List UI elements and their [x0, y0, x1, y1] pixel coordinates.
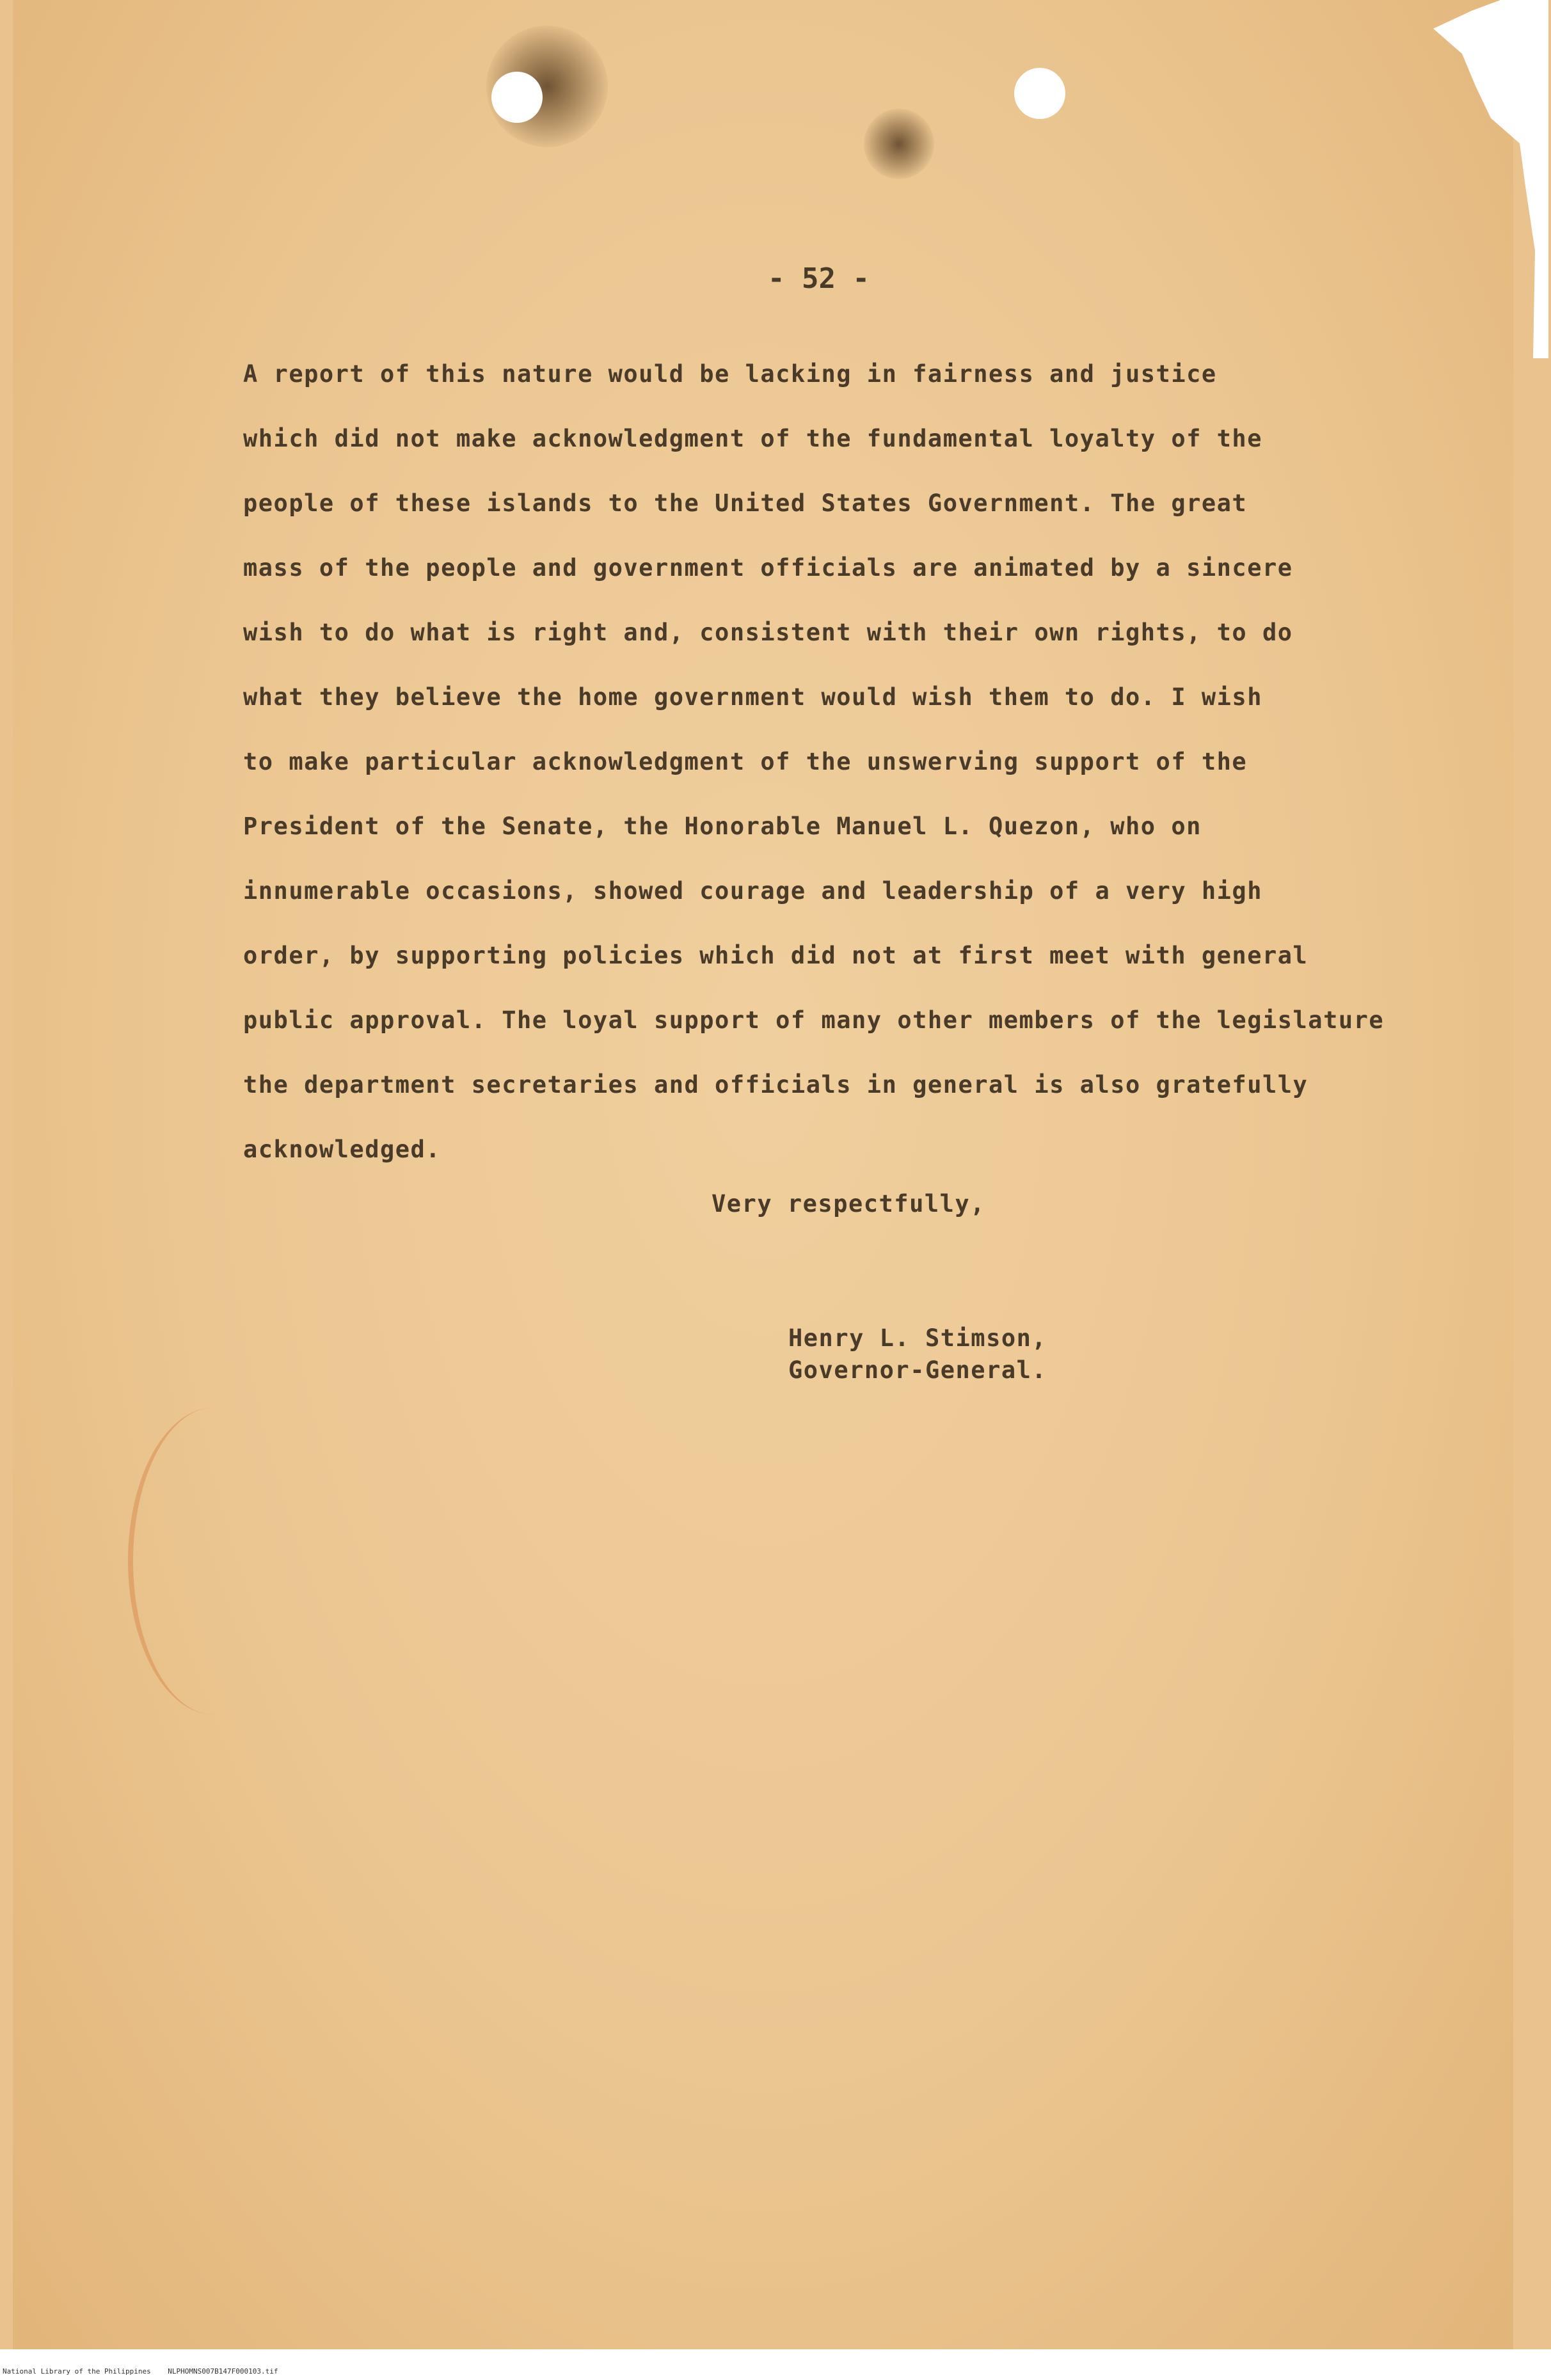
- punch-hole: [1014, 68, 1065, 119]
- body-line: which did not make acknowledgment of the fundamental loyalty of the: [243, 425, 1262, 452]
- water-stain: [128, 1408, 299, 1715]
- paper-sheet: [13, 0, 1513, 2349]
- body-line: A report of this nature would be lacking in fairness and justice: [243, 360, 1217, 388]
- body-line: public approval. The loyal support of many other members of the legislature: [243, 1006, 1385, 1034]
- closing: Very respectfully,: [712, 1190, 985, 1218]
- body-line: what they believe the home government would wish them to do. I wish: [243, 683, 1262, 711]
- scan-footer: National Library of the Philippines NLPHOMNS007B147F000103.tif: [3, 2367, 278, 2376]
- body-line: people of these islands to the United States Government. The great: [243, 489, 1248, 517]
- body-line: President of the Senate, the Honorable Manuel L. Quezon, who on: [243, 813, 1202, 840]
- page-number: - 52 -: [768, 262, 870, 295]
- body-line: order, by supporting policies which did not at first meet with general: [243, 942, 1308, 969]
- ink-stain: [864, 109, 934, 179]
- signature-name: Henry L. Stimson,: [788, 1324, 1047, 1352]
- body-line: wish to do what is right and, consistent with their own rights, to do: [243, 619, 1293, 646]
- signature-title: Governor-General.: [788, 1356, 1047, 1384]
- punch-hole: [491, 72, 543, 123]
- body-line: to make particular acknowledgment of the unswerving support of the: [243, 748, 1248, 775]
- body-line: innumerable occasions, showed courage and leadership of a very high: [243, 877, 1262, 905]
- body-line: the department secretaries and officials in general is also gratefully: [243, 1071, 1308, 1099]
- body-line: acknowledged.: [243, 1136, 441, 1163]
- body-line: mass of the people and government officials are animated by a sincere: [243, 554, 1293, 582]
